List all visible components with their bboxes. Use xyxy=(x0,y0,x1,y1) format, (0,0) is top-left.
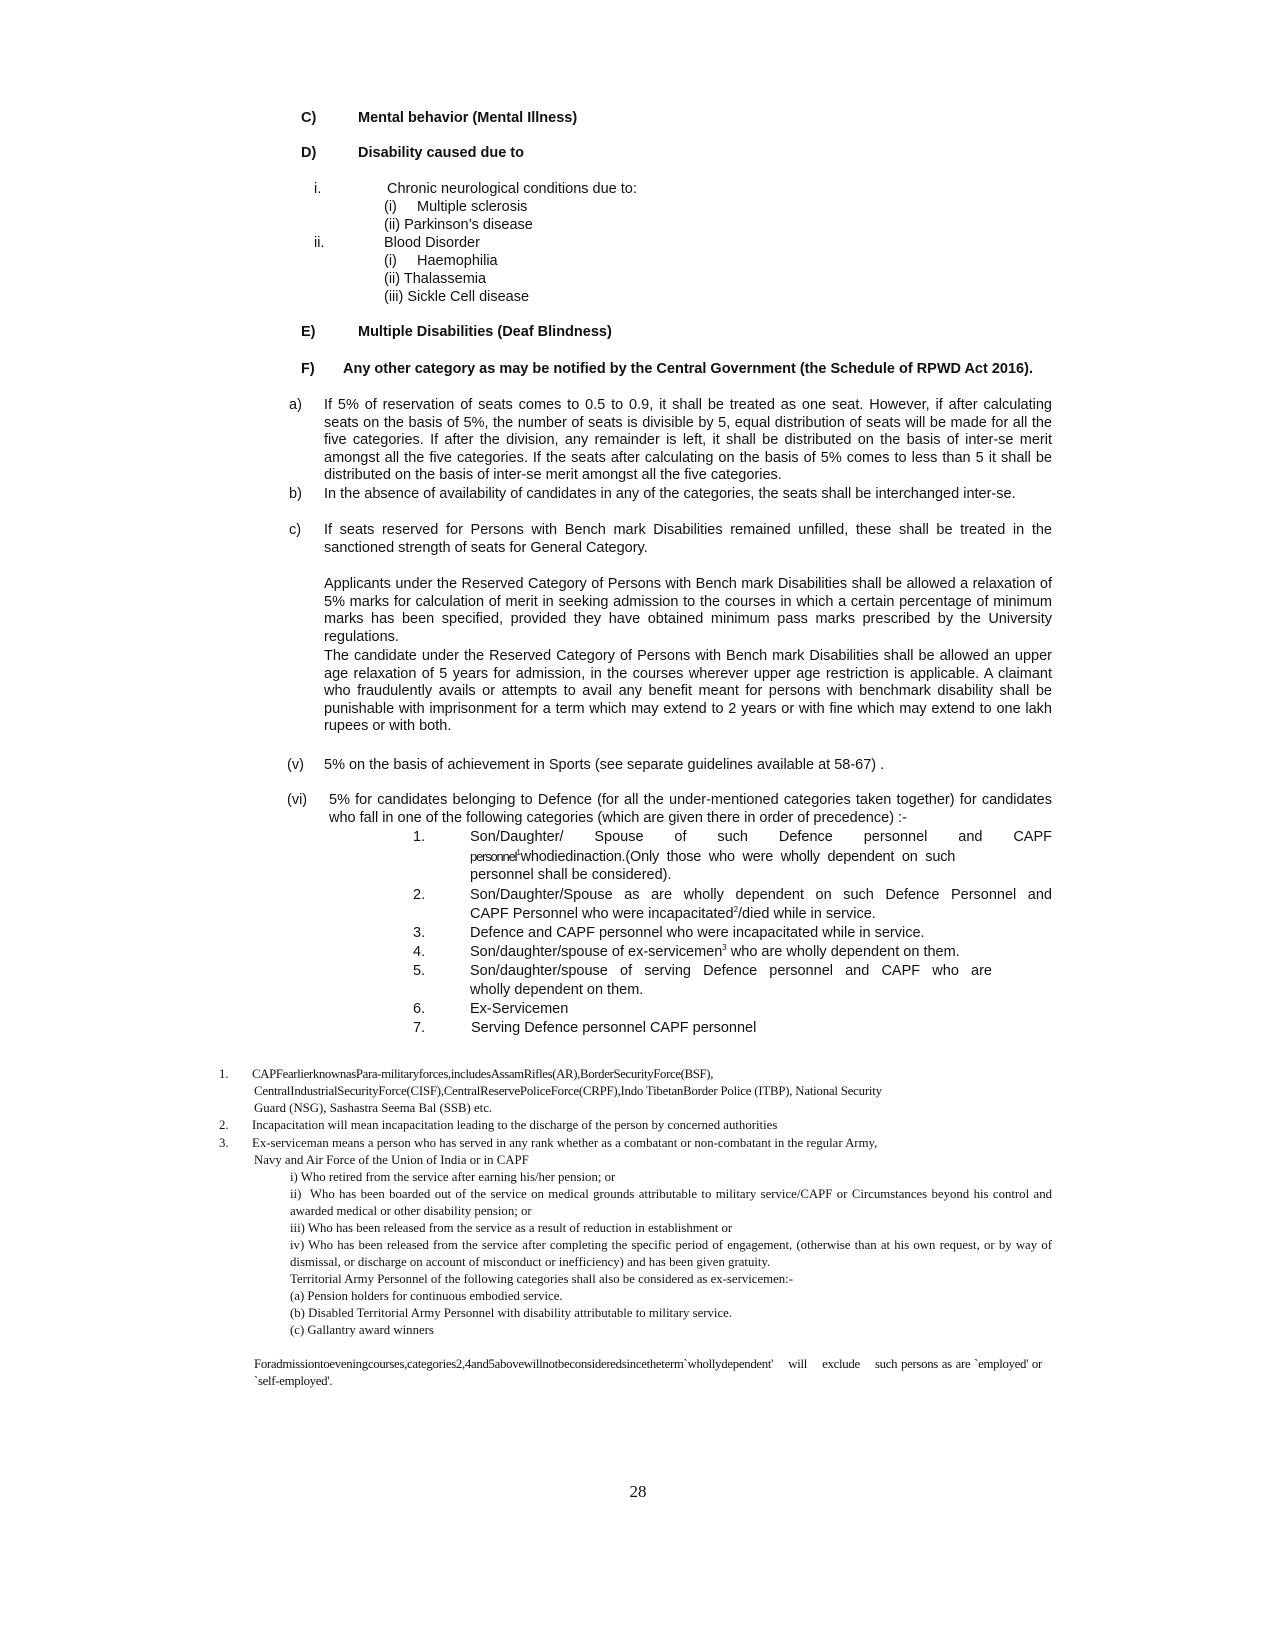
category-number: 3. xyxy=(413,925,426,941)
footnote-3-sub-7: (b) Disabled Territorial Army Personnel with disability attributable to military service. xyxy=(290,1306,733,1320)
category-number: 5. xyxy=(413,963,426,979)
footnote-3-line-1: Ex-serviceman means a person who has served in any rank whether as a combatant or non-combatant in the regular Army, xyxy=(252,1136,878,1150)
heading-e xyxy=(301,324,612,342)
footnote-3-number: 3. xyxy=(219,1136,229,1150)
heading-e-title: Multiple Disabilities (Deaf Blindness) xyxy=(358,324,612,340)
footnote-ref-3: 3 xyxy=(722,943,727,953)
category-4-line-1 xyxy=(470,944,960,962)
category-2-line-2a: CAPF Personnel who were incapacitated xyxy=(470,906,734,922)
disability-item-ii-number: ii. xyxy=(314,235,325,251)
category-5-line-2: wholly dependent on them. xyxy=(470,982,644,998)
disability-item-i-sub-1: (i) Multiple sclerosis xyxy=(384,199,528,215)
disability-item-ii-sub-1: (i) Haemophilia xyxy=(384,253,498,269)
footnote-1-line-3: Guard (NSG), Sashastra Seema Bal (SSB) etc. xyxy=(254,1101,493,1115)
footnote-3-sub-3: iii) Who has been released from the service as a result of reduction in establishment or xyxy=(290,1221,733,1235)
heading-d-letter: D) xyxy=(301,145,317,161)
footnote-3-line-2: Navy and Air Force of the Union of India or in CAPF xyxy=(254,1153,529,1167)
rule-b-letter: b) xyxy=(289,486,302,502)
heading-f-title: Any other category as may be notified by the Central Government (the Schedule of RPWD Act 2016). xyxy=(343,361,1033,377)
category-7-line-1: Serving Defence personnel CAPF personnel xyxy=(471,1020,757,1036)
page-number: 28 xyxy=(629,1482,647,1501)
heading-d-title: Disability caused due to xyxy=(358,145,524,161)
evening-courses-note: Foradmissiontoeveningcourses,categories2,4and5abovewillnotbeconsideredsincetheterm`whollydependent' will exclude such persons as are `employed' or `self-employed'. xyxy=(254,1357,1045,1388)
footnote-3-sub-6: (a) Pension holders for continuous embodied service. xyxy=(290,1289,563,1303)
quota-vi-number: (vi) xyxy=(287,792,308,808)
category-number: 1. xyxy=(413,829,426,845)
category-2-line-2 xyxy=(470,906,876,924)
category-number: 6. xyxy=(413,1001,426,1017)
heading-c xyxy=(301,110,577,128)
footnote-ref-1: 1 xyxy=(516,848,521,858)
heading-e-letter: E) xyxy=(301,324,316,340)
category-2-line-1: Son/Daughter/Spouse as are wholly dependent on such Defence Personnel and xyxy=(470,887,1052,903)
rule-a-text: If 5% of reservation of seats comes to 0.5 to 0.9, it shall be treated as one seat. However, if after calculating seats on the basis of 5%, the number of seats is divisible by 5, equal distribution of seats will be made for all the five categories. If after the division, any remainder is left, it shall be distributed on the basis of inter-se merit amongst all the five categories. If the seats after calculating on the basis of 5% comes to less than 5 it shall be distributed on the basis of inter-se merit amongst all the five categories. xyxy=(324,397,1052,484)
rule-a-letter: a) xyxy=(289,397,302,413)
category-1-line-2a: personnel xyxy=(470,849,517,864)
category-4-line-1a: Son/daughter/spouse of ex-servicemen xyxy=(470,944,723,960)
footnote-3-sub-2: ii) Who has been boarded out of the service on medical grounds attributable to military service/CAPF or Circumstances beyond his control and awarded medical or other disability pension; or xyxy=(290,1187,1056,1218)
quota-v-text: 5% on the basis of achievement in Sports (see separate guidelines available at 58-67) . xyxy=(324,757,885,773)
disability-item-i-number: i. xyxy=(314,181,322,197)
footnote-2-number: 2. xyxy=(219,1118,229,1132)
category-number: 4. xyxy=(413,944,426,960)
rule-c-letter: c) xyxy=(289,522,302,538)
quota-vi-text: 5% for candidates belonging to Defence (for all the under-mentioned categories taken together) for candidates who fall in one of the following categories (which are given there in order of precedence) :- xyxy=(329,792,1052,826)
quota-v-number: (v) xyxy=(287,757,304,773)
heading-f-letter: F) xyxy=(301,361,315,377)
relaxation-age-paragraph: The candidate under the Reserved Category of Persons with Bench mark Disabilities shall be allowed an upper age relaxation of 5 years for admission, in the courses wherever upper age restriction is applicable. A claimant who fraudulently avails or attempts to avail any benefit meant for persons with benchmark disability shall be punishable with imprisonment for a term which may extend to 2 years or with fine which may extend to one lakh rupees or with both. xyxy=(324,648,1052,735)
footnote-1-line-1: CAPFearlierknownasPara-militaryforces,includesAssamRifles(AR),BorderSecurityForce(BSF), xyxy=(252,1067,714,1081)
disability-item-ii-sub-2: (ii) Thalassemia xyxy=(384,271,487,287)
footnote-3-sub-4: iv) Who has been released from the service after completing the specific period of engagement, (otherwise than at his own request, or by way of dismissal, or discharge on account of misconduct or inefficiency) and has been given gratuity. xyxy=(290,1238,1052,1269)
disability-item-ii-label: Blood Disorder xyxy=(384,235,480,251)
footnote-ref-2: 2 xyxy=(733,905,739,915)
heading-c-title: Mental behavior (Mental Illness) xyxy=(358,110,578,126)
footnote-3-sub-5: Territorial Army Personnel of the following categories shall also be considered as ex-servicemen:- xyxy=(290,1272,793,1286)
footnote-1-number: 1. xyxy=(219,1067,229,1081)
disability-item-i-sub-2: (ii) Parkinson’s disease xyxy=(384,217,533,233)
disability-item-ii-sub-3: (iii) Sickle Cell disease xyxy=(384,289,530,305)
footnote-1-line-2: CentralIndustrialSecurityForce(CISF),CentralReservePoliceForce(CRPF),Indo TibetanBorder Police (ITBP), National Security xyxy=(254,1084,882,1098)
category-4-line-1b: who are wholly dependent on them. xyxy=(726,944,960,960)
category-1-line-2 xyxy=(470,848,1052,867)
category-3-line-1: Defence and CAPF personnel who were incapacitated while in service. xyxy=(470,925,925,941)
category-2-line-2b: /died while in service. xyxy=(738,906,876,922)
category-1-line-3: personnel shall be considered). xyxy=(470,867,672,883)
category-number: 2. xyxy=(413,887,426,903)
relaxation-marks-paragraph: Applicants under the Reserved Category of Persons with Bench mark Disabilities shall be allowed a relaxation of 5% marks for calculation of merit in seeking admission to the courses in which a certain percentage of minimum marks has been specified, provided they have obtained minimum pass marks prescribed by the University regulations. xyxy=(324,576,1052,645)
category-number: 7. xyxy=(413,1020,426,1036)
footnote-3-sub-1: i) Who retired from the service after earning his/her pension; or xyxy=(290,1170,616,1184)
category-1-line-1: Son/Daughter/ Spouse of such Defence personnel and CAPF xyxy=(470,829,1052,845)
heading-d xyxy=(301,145,524,163)
rule-c-text: If seats reserved for Persons with Bench mark Disabilities remained unfilled, these shall be treated in the sanctioned strength of seats for General Category. xyxy=(324,522,1052,556)
rule-b-text: In the absence of availability of candidates in any of the categories, the seats shall be interchanged inter-se. xyxy=(324,486,1016,502)
footnote-3-sub-8: (c) Gallantry award winners xyxy=(290,1323,434,1337)
category-1-line-2b: whodiedinaction.(Only those who were wholly dependent on such xyxy=(520,849,956,865)
category-6-line-1: Ex-Servicemen xyxy=(470,1001,569,1017)
footnote-2-text: Incapacitation will mean incapacitation leading to the discharge of the person by concerned authorities xyxy=(252,1118,778,1132)
disability-item-i-label: Chronic neurological conditions due to: xyxy=(387,181,637,197)
heading-c-letter: C) xyxy=(301,110,317,126)
category-5-line-1: Son/daughter/spouse of serving Defence personnel and CAPF who are xyxy=(470,963,992,979)
